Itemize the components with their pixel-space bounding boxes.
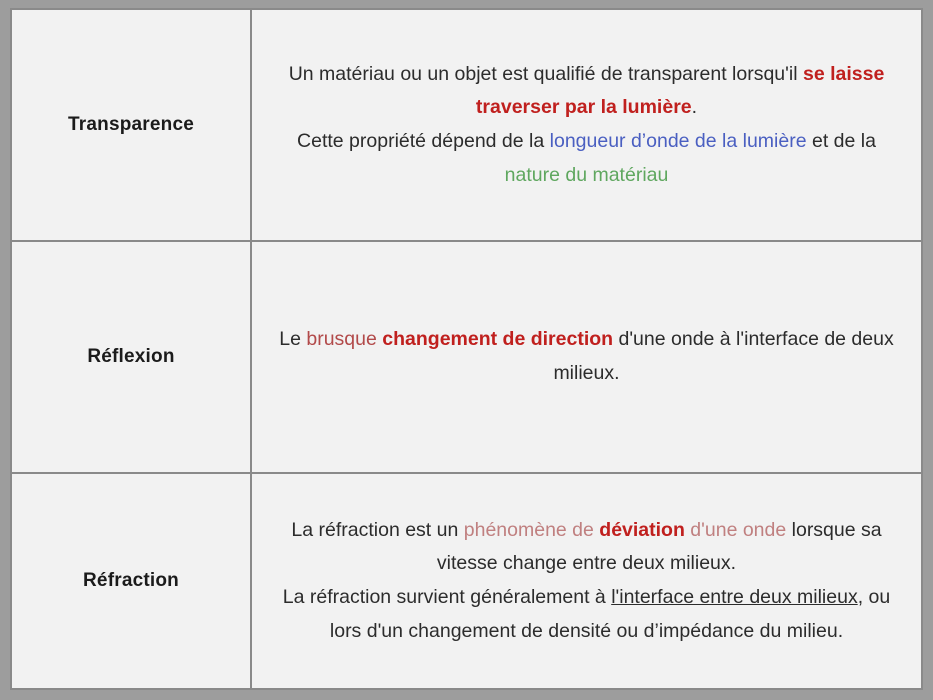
text-segment: La réfraction est un [291, 518, 464, 541]
definition-line [278, 514, 895, 581]
definition-cell [251, 9, 922, 241]
table-row [11, 241, 922, 473]
definition-line [278, 125, 895, 192]
text-segment: . [691, 96, 698, 119]
text-segment: d'une onde à l'interface de deux milieux. [553, 328, 894, 384]
definition-line [278, 58, 895, 125]
text-segment: d'une onde [684, 518, 787, 541]
term-cell: Réfraction [11, 473, 251, 689]
table-row [11, 9, 922, 241]
text-segment: longueur d’onde de la lumière [549, 130, 807, 152]
definition-line [278, 581, 895, 648]
text-segment: Cette propriété dépend de la [297, 130, 550, 152]
definition-line [278, 323, 895, 390]
definition-cell [251, 241, 922, 473]
text-segment: l'interface entre deux milieux [611, 586, 858, 608]
text-segment: phénomène de [463, 518, 600, 541]
text-segment: nature du matériau [504, 163, 669, 186]
text-segment: Le [279, 328, 307, 351]
text-segment: , ou lors d'un changement de densité ou d’impédance du milieu. [329, 586, 891, 642]
text-segment: La réfraction survient généralement à [282, 586, 612, 608]
text-segment: et de la [806, 130, 876, 152]
definitions-table [10, 8, 923, 690]
text-segment: brusque [306, 328, 383, 351]
text-segment: déviation [599, 518, 685, 541]
text-segment: changement de direction [382, 328, 614, 351]
table-row [11, 473, 922, 689]
text-segment: lorsque sa vitesse change entre deux milieux. [436, 518, 882, 575]
text-segment: Un matériau ou un objet est qualifié de transparent lorsqu'il [288, 62, 803, 85]
term-cell: Réflexion [11, 241, 251, 473]
text-segment: se laisse traverser par la lumière [475, 62, 885, 119]
table-body [11, 9, 922, 689]
definition-cell [251, 473, 922, 689]
term-cell: Transparence [11, 9, 251, 241]
